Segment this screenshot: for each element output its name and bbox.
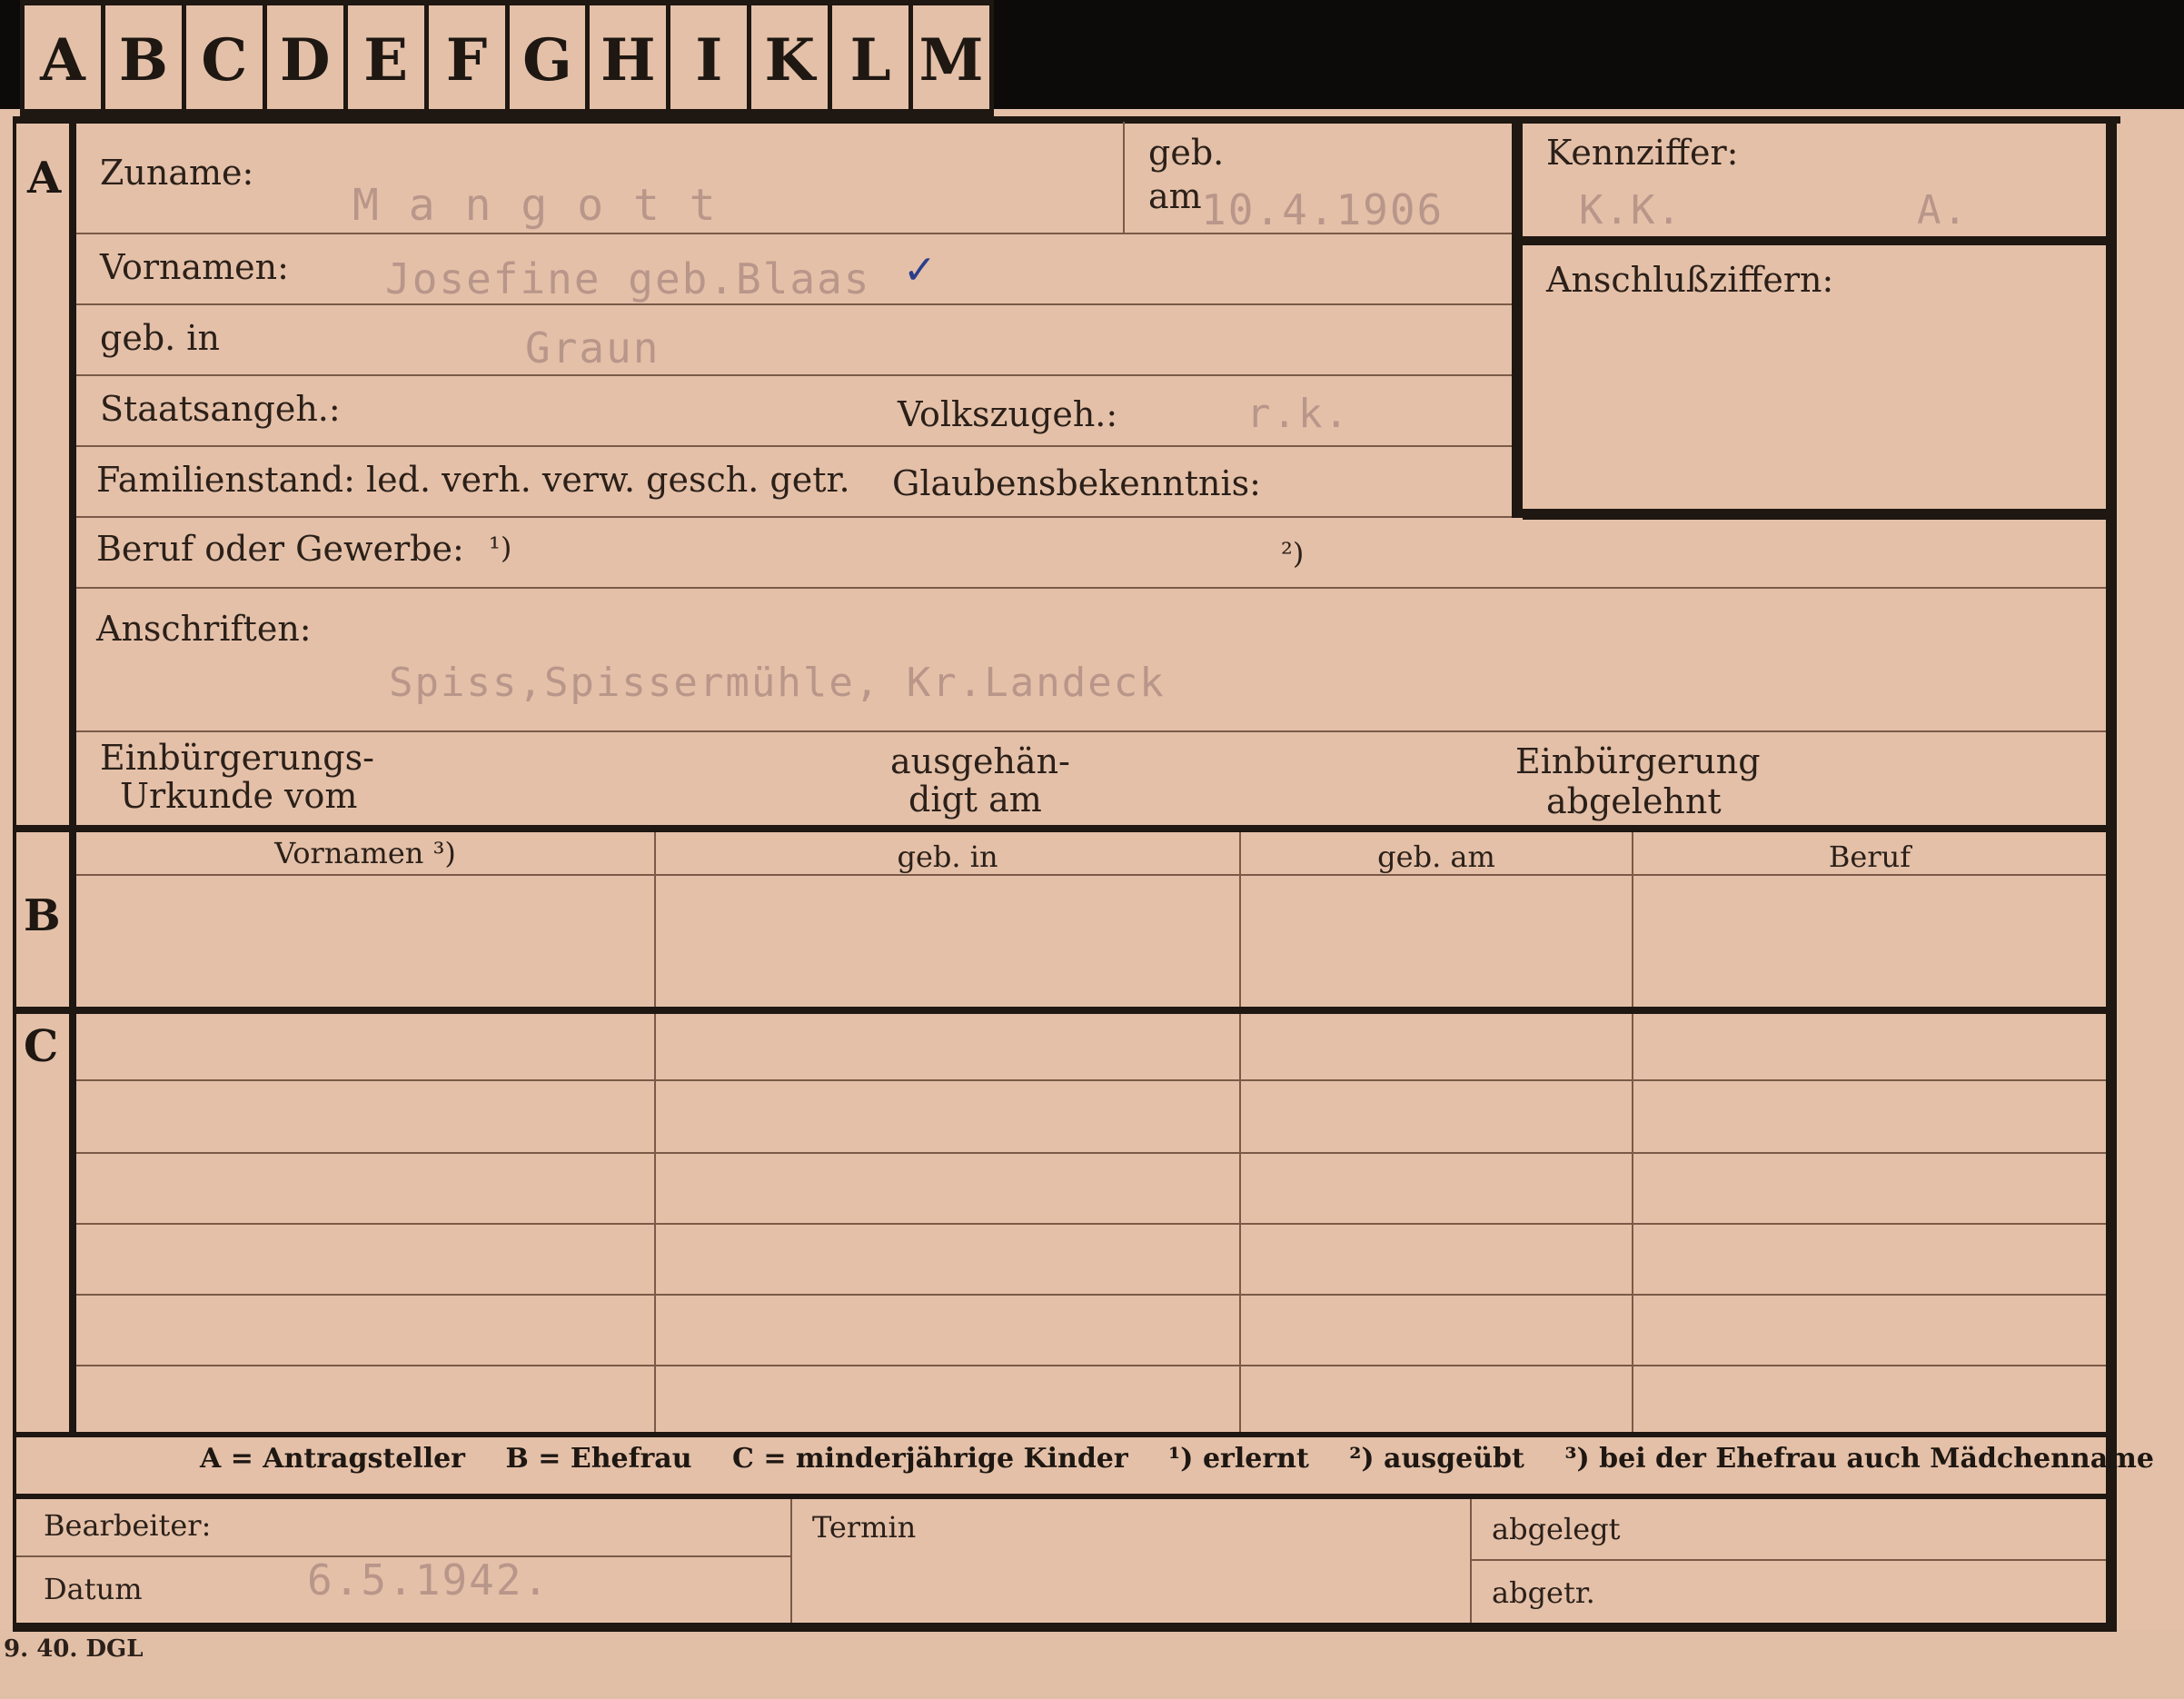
einbuergerung-abgelehnt-label-1: Einbürgerung [1515, 741, 1761, 781]
col-header-beruf: Beruf [1828, 840, 1911, 874]
tab-l: L [828, 0, 908, 114]
card-bottom-border [13, 1623, 2117, 1632]
tab-k: K [747, 0, 828, 114]
col-header-geb-am: geb. am [1377, 840, 1495, 874]
abgetr-label: abgetr. [1492, 1575, 1595, 1610]
kennziffer-box-left-border [1512, 116, 1523, 518]
beruf-label: Beruf oder Gewerbe: [96, 529, 464, 569]
section-c-top-border [13, 1007, 2106, 1014]
zuname-value: M a n g o t t [352, 180, 718, 231]
column-divider [1239, 832, 1241, 1432]
section-bc-bar [69, 832, 76, 1432]
volkszugeh-value: r.k. [1246, 391, 1350, 437]
col-header-vornamen: Vornamen ³) [274, 836, 456, 870]
legend-b: B = Ehefrau [505, 1443, 692, 1475]
geb-am-divider [1123, 122, 1125, 233]
geb-am-value: 10.4.1906 [1201, 185, 1444, 234]
termin-label: Termin [812, 1510, 917, 1545]
bearbeiter-label: Bearbeiter: [44, 1508, 212, 1543]
volkszugeh-label: Volkszugeh.: [898, 394, 1118, 434]
legend-note-3: ³) bei der Ehefrau auch Mädchenname [1564, 1443, 2154, 1475]
section-b-marker: B [24, 890, 61, 941]
tab-m: M [908, 0, 994, 114]
ausgehaengt-label-1: ausgehän- [890, 741, 1070, 781]
legend-row [200, 1443, 2184, 1475]
row-line [76, 1223, 2106, 1225]
card-left-border [13, 116, 16, 1630]
glaubensbekenntnis-label: Glaubensbekenntnis: [892, 463, 1261, 503]
admin-divider [790, 1499, 792, 1623]
vornamen-value: Josefine geb.Blaas [385, 254, 871, 303]
row-line [76, 374, 1512, 376]
tab-strip-bottom-border [20, 109, 994, 116]
kennziffer-value-1: K.K. [1579, 187, 1683, 233]
print-code: 9. 40. DGL [4, 1635, 144, 1663]
card-margin [0, 1630, 2184, 1699]
geb-in-label: geb. in [100, 318, 220, 358]
geb-label: geb. [1148, 133, 1225, 173]
tab-b: B [101, 0, 182, 114]
tab-a: A [20, 0, 101, 114]
col-header-geb-in: geb. in [897, 840, 998, 874]
section-b-top-border [13, 825, 2106, 832]
abgelegt-label: abgelegt [1492, 1512, 1621, 1546]
row-line [76, 303, 1512, 305]
kennziffer-box-bottom-border [1523, 509, 2106, 520]
row-line [76, 587, 2106, 589]
row-line [76, 445, 1512, 447]
column-divider [1632, 832, 1633, 1432]
geb-in-value: Graun [525, 323, 660, 373]
section-a-marker: A [27, 153, 62, 204]
section-a-bar [69, 116, 76, 825]
beruf-footnote-1: ¹) [489, 531, 512, 565]
zuname-label: Zuname: [100, 153, 254, 193]
familienstand-label: Familienstand: led. verh. verw. gesch. getr. [96, 460, 850, 500]
staatsangeh-label: Staatsangeh.: [100, 389, 341, 429]
row-line [76, 516, 1512, 518]
datum-value: 6.5.1942. [307, 1555, 551, 1605]
alphabet-tab-strip [20, 0, 994, 114]
tab-c: C [182, 0, 263, 114]
datum-label: Datum [44, 1572, 143, 1606]
row-line [76, 730, 2106, 732]
row-line [76, 1294, 2106, 1296]
section-c-marker: C [24, 1021, 59, 1072]
tab-h: H [585, 0, 666, 114]
legend-a: A = Antragsteller [200, 1443, 465, 1475]
tab-f: F [424, 0, 505, 114]
beruf-footnote-2: ²) [1281, 536, 1305, 571]
kennziffer-label: Kennziffer: [1546, 133, 1739, 173]
admin-row-line [1470, 1559, 2106, 1561]
einbuergerung-urkunde-label-1: Einbürgerungs- [100, 738, 374, 778]
kennziffer-divider [1523, 236, 2106, 245]
admin-divider [1470, 1499, 1472, 1623]
legend-note-2: ²) ausgeübt [1349, 1443, 1524, 1475]
ausgehaengt-label-2: digt am [908, 780, 1042, 820]
tab-d: D [263, 0, 343, 114]
tab-g: G [505, 0, 586, 114]
card-top-border [13, 116, 2120, 124]
section-c-bottom-border [13, 1432, 2106, 1437]
einbuergerung-abgelehnt-label-2: abgelehnt [1546, 781, 1722, 821]
row-line [76, 1152, 2106, 1154]
check-mark-icon: ✓ [903, 247, 937, 293]
legend-bottom-border [13, 1494, 2106, 1499]
vornamen-label: Vornamen: [100, 247, 289, 287]
am-label: am [1148, 176, 1202, 216]
anschlussziffern-label: Anschlußziffern: [1546, 260, 1834, 300]
header-underline [76, 874, 2106, 876]
row-line [76, 1365, 2106, 1366]
tab-e: E [343, 0, 424, 114]
tab-i: I [666, 0, 747, 114]
legend-note-1: ¹) erlernt [1168, 1443, 1309, 1475]
column-divider [654, 832, 656, 1432]
kennziffer-value-2: A. [1917, 187, 1969, 233]
anschriften-label: Anschriften: [96, 609, 312, 649]
card-right-border [2106, 116, 2117, 1632]
legend-c: C = minderjährige Kinder [732, 1443, 1128, 1475]
anschriften-value: Spiss,Spissermühle, Kr.Landeck [389, 660, 1166, 706]
einbuergerung-urkunde-label-2: Urkunde vom [120, 776, 358, 816]
row-line [76, 1079, 2106, 1081]
